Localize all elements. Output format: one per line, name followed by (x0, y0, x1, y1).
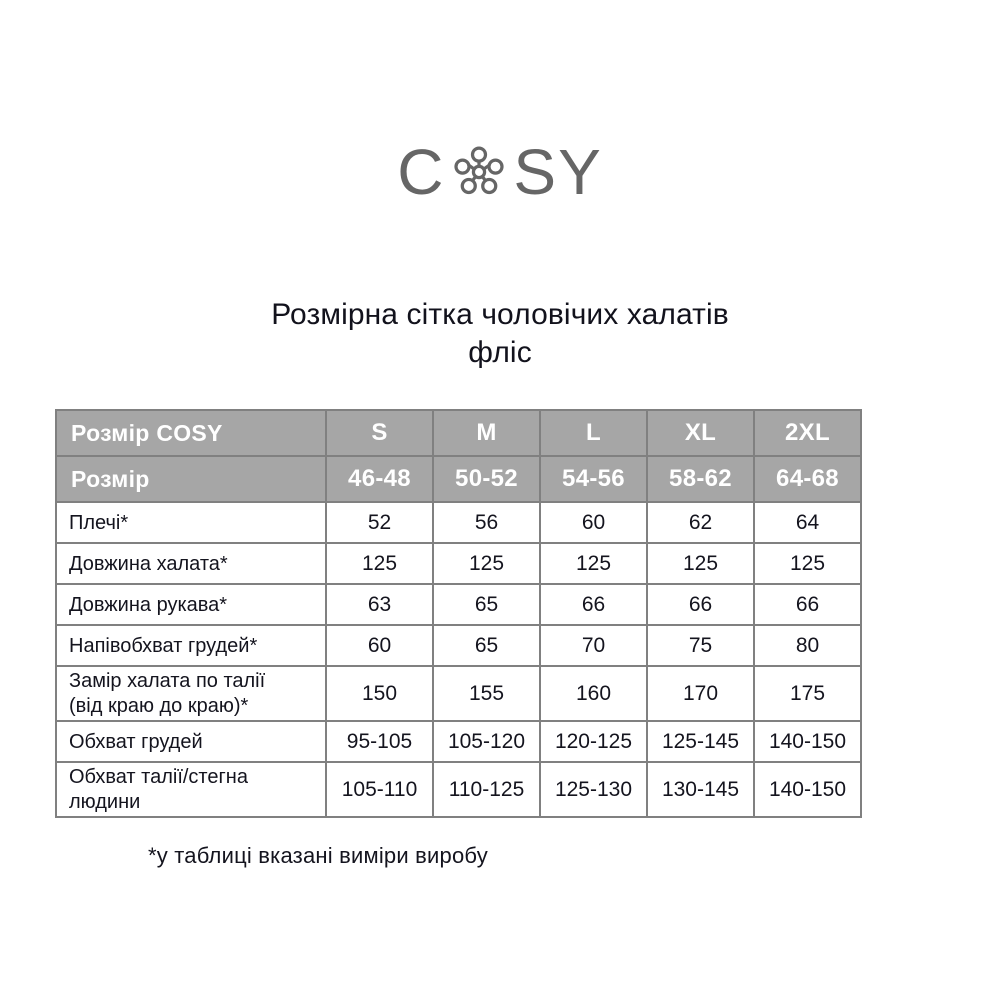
flower-logo-icon-svg (448, 141, 510, 203)
row-label-line-1: Напівобхват грудей* (69, 634, 258, 657)
table-header-row-size-cosy (56, 410, 861, 456)
row-label-line-2: (від краю до краю)* (69, 694, 249, 717)
row-label-shoulders (56, 502, 326, 543)
cell-value: 125-130 (540, 762, 647, 817)
header-size-2xl: 2XL (754, 410, 861, 456)
cell-value: 60 (540, 502, 647, 543)
row-label-waist-measure (56, 666, 326, 721)
row-label-waist-hip-girth (56, 762, 326, 817)
cell-value: 140-150 (754, 721, 861, 762)
row-label-line-1: Довжина халата* (69, 552, 228, 575)
brand-logo (0, 136, 1000, 208)
row-label-line-2: людини (69, 790, 141, 813)
header-numeric-size-l: 54-56 (540, 456, 647, 502)
cell-value: 95-105 (326, 721, 433, 762)
cell-value: 56 (433, 502, 540, 543)
brand-letter-c: C (397, 136, 446, 208)
cell-value: 160 (540, 666, 647, 721)
cell-value: 125 (433, 543, 540, 584)
header-size-m: M (433, 410, 540, 456)
cell-value: 125 (647, 543, 754, 584)
header-numeric-size-m: 50-52 (433, 456, 540, 502)
cell-value: 125 (326, 543, 433, 584)
cell-value: 65 (433, 625, 540, 666)
cell-value: 75 (647, 625, 754, 666)
footnote-text: *у таблиці вказані виміри виробу (148, 843, 488, 868)
cell-value: 125-145 (647, 721, 754, 762)
cell-value: 63 (326, 584, 433, 625)
cell-value: 62 (647, 502, 754, 543)
row-label-robe-length (56, 543, 326, 584)
cell-value: 65 (433, 584, 540, 625)
cell-value: 150 (326, 666, 433, 721)
table-row (56, 721, 861, 762)
row-label-line-1: Обхват талії/стегна (69, 766, 248, 789)
row-label-chest-girth (56, 721, 326, 762)
cell-value: 60 (326, 625, 433, 666)
header-size-l: L (540, 410, 647, 456)
header-size-xl: XL (647, 410, 754, 456)
row-label-sleeve-length (56, 584, 326, 625)
header-numeric-size-2xl: 64-68 (754, 456, 861, 502)
row-label-line-1: Обхват грудей (69, 730, 203, 753)
table-row (56, 584, 861, 625)
cell-value: 155 (433, 666, 540, 721)
header-size-s: S (326, 410, 433, 456)
cell-value: 66 (647, 584, 754, 625)
cell-value: 175 (754, 666, 861, 721)
brand-letters-sy: SY (513, 136, 603, 208)
table-row (56, 543, 861, 584)
cell-value: 64 (754, 502, 861, 543)
table-header-row-size (56, 456, 861, 502)
header-numeric-size-s: 46-48 (326, 456, 433, 502)
size-chart-table-wrapper (55, 409, 861, 818)
cell-value: 120-125 (540, 721, 647, 762)
table-row (56, 666, 861, 721)
table-row (56, 625, 861, 666)
page-title (0, 296, 1000, 373)
cell-value: 105-120 (433, 721, 540, 762)
cell-value: 140-150 (754, 762, 861, 817)
cell-value: 130-145 (647, 762, 754, 817)
cell-value: 80 (754, 625, 861, 666)
header-label-size: Розмір (56, 456, 326, 502)
header-numeric-size-xl: 58-62 (647, 456, 754, 502)
size-chart-table (55, 409, 862, 818)
cell-value: 52 (326, 502, 433, 543)
table-row (56, 762, 861, 817)
row-label-line-1: Замір халата по талії (69, 670, 266, 693)
cell-value: 70 (540, 625, 647, 666)
table-row (56, 502, 861, 543)
cell-value: 125 (540, 543, 647, 584)
row-label-line-1: Плечі* (69, 511, 129, 534)
header-label-size-cosy: Розмір COSY (56, 410, 326, 456)
page-title-line-2: фліс (468, 336, 532, 370)
flower-logo-icon (447, 141, 511, 203)
cell-value: 170 (647, 666, 754, 721)
cell-value: 66 (754, 584, 861, 625)
row-label-half-chest (56, 625, 326, 666)
page-title-line-1: Розмірна сітка чоловічих халатів (271, 298, 729, 331)
cell-value: 125 (754, 543, 861, 584)
cell-value: 105-110 (326, 762, 433, 817)
row-label-line-1: Довжина рукава* (69, 593, 228, 616)
cell-value: 66 (540, 584, 647, 625)
cell-value: 110-125 (433, 762, 540, 817)
